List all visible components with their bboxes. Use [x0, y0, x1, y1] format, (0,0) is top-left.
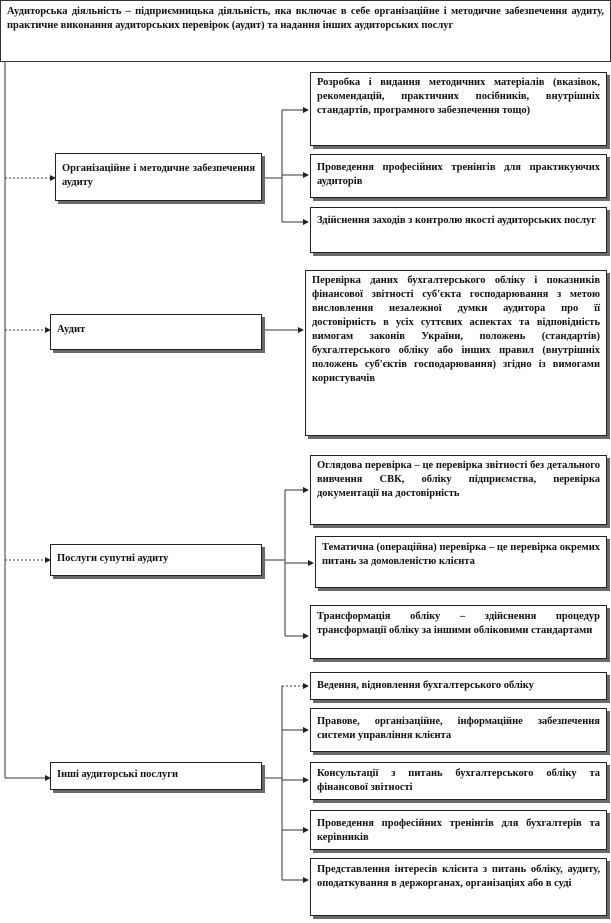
item-thematic-check [315, 536, 607, 588]
category-audit [50, 314, 262, 350]
definition-header [0, 0, 611, 62]
item-text: Тематична (операційна) перевірка – це перевірка окремих питань за домовленістю клієнта [322, 542, 600, 567]
item-text: Здійснення заходів з контролю якості аудиторських послуг [317, 215, 596, 226]
item-auditor-trainings [310, 154, 607, 198]
category-label: Організаційне і методичне забезпечення аудиту [62, 163, 255, 188]
item-text: Проведення професійних тренінгів для бухгалтерів та керівників [317, 818, 600, 843]
category-other-services [50, 762, 262, 790]
item-text: Оглядова перевірка – це перевірка звітності без детального вивчення СВК, обліку підприємства, перевірка документації на достовірність [317, 460, 600, 499]
item-text: Консультації з питань бухгалтерського обліку та фінансової звітності [317, 768, 600, 793]
category-related-services [50, 544, 262, 576]
item-accounting-transformation [310, 605, 607, 659]
item-text: Трансформація обліку – здійснення процедур трансформації обліку за іншими обліковими стандартами [317, 611, 600, 636]
item-text: Представлення інтересів клієнта з питань обліку, аудиту, оподаткування в держорганах, організаціях або в суді [317, 864, 600, 889]
item-management-support [310, 708, 607, 752]
item-client-representation [310, 858, 607, 916]
item-text: Проведення професійних тренінгів для практикуючих аудиторів [317, 162, 600, 187]
category-methodical-support [55, 153, 262, 201]
item-consultations [310, 762, 607, 800]
definition-text: Аудиторська діяльність – підприємницька діяльність, яка включає в себе організаційне і методичне забезпечення аудиту, практичне виконання аудиторських перевірок (аудит) та надання інших аудиторських послуг [7, 6, 604, 31]
item-bookkeeping [310, 672, 607, 700]
item-text: Правове, організаційне, інформаційне забезпечення системи управління клієнта [317, 716, 600, 741]
item-audit-definition [305, 270, 607, 436]
item-text: Ведення, відновлення бухгалтерського обліку [317, 680, 534, 691]
category-label: Аудит [57, 324, 86, 335]
category-label: Інші аудиторські послуги [57, 769, 179, 780]
item-review [310, 455, 607, 525]
item-text: Розробка і видання методичних матеріалів (вказівок, рекомендацій, практичних посібників, внутрішніх стандартів, програмного забезпечення тощо) [317, 77, 600, 116]
item-text: Перевірка даних бухгалтерського обліку і показників фінансової звітності суб'єкта господарювання з метою висловлення незалежної думки аудитора про її достовірність в усіх суттєвих аспектах та відповідність вимогам законів України, положень (стандартів) бухгалтерського обліку або інших правил (внутрішніх положень суб'єктів господарювання) згідно із вимогами користувачів [312, 275, 600, 384]
item-accountant-trainings [310, 810, 607, 850]
item-quality-control [310, 207, 607, 253]
category-label: Послуги супутні аудиту [57, 553, 169, 564]
item-methodical-materials [310, 72, 607, 146]
